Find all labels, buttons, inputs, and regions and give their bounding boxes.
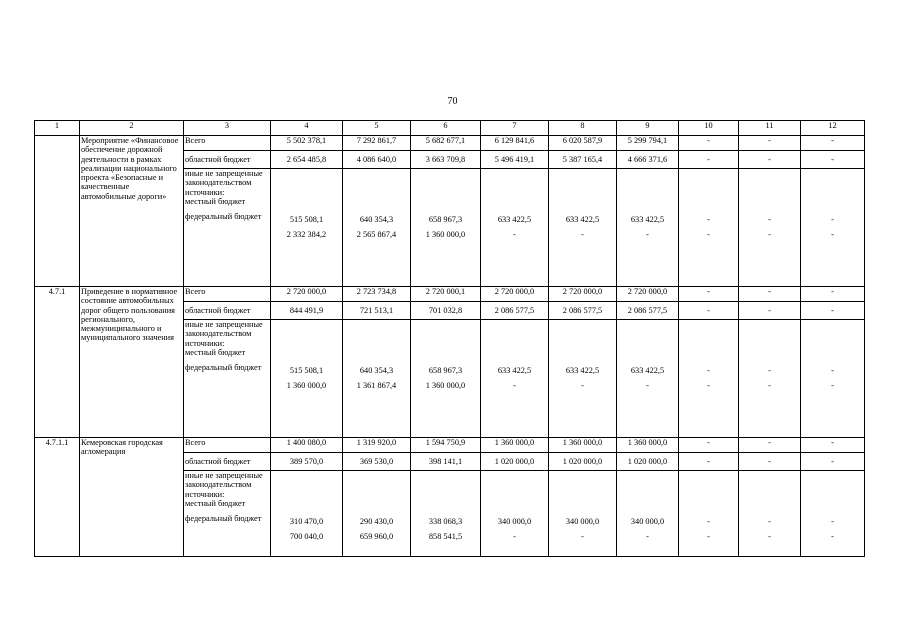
value-cell: 2 720 000,0 xyxy=(481,287,549,302)
value-cell: - xyxy=(739,438,801,453)
local-value: 633 422,5 xyxy=(565,366,600,375)
federal-value: - xyxy=(831,532,834,542)
value-cell: 2 086 577,5 xyxy=(481,302,549,320)
local-value: 340 000,0 xyxy=(497,517,532,526)
page-number: 70 xyxy=(447,96,458,107)
source-cell xyxy=(184,169,271,287)
federal-value: - xyxy=(768,532,771,542)
value-cell: - xyxy=(801,151,865,169)
row-code xyxy=(35,136,80,287)
header-cell: 7 xyxy=(481,121,549,136)
value-cell: 5 299 794,1 xyxy=(617,136,679,151)
local-value: 658 967,3 xyxy=(428,215,463,224)
value-cell: 6 129 841,6 xyxy=(481,136,549,151)
source-label: иные не запрещенные законодательством источники: xyxy=(185,169,263,197)
value-cell: - xyxy=(801,438,865,453)
value-cell: - xyxy=(739,453,801,471)
federal-value: - xyxy=(513,230,516,240)
value-cell: 1 594 750,9 xyxy=(411,438,481,453)
value-cell: - xyxy=(739,136,801,151)
value-cell: 4 666 371,6 xyxy=(617,151,679,169)
local-value: 640 354,3 xyxy=(359,215,394,224)
local-value: - xyxy=(707,366,710,375)
source-label: областной бюджет xyxy=(184,453,271,471)
federal-value: 659 960,0 xyxy=(359,532,394,542)
federal-value: - xyxy=(768,381,771,391)
source-label: Всего xyxy=(184,438,271,453)
local-value: - xyxy=(707,517,710,526)
value-cell: 1 360 000,0 xyxy=(549,438,617,453)
table-row xyxy=(35,287,865,302)
value-cell: 2 086 577,5 xyxy=(617,302,679,320)
federal-value: - xyxy=(646,532,649,542)
value-cell: 5 387 165,4 xyxy=(549,151,617,169)
value-cell xyxy=(679,320,739,438)
value-cell xyxy=(343,471,411,557)
value-cell: 398 141,1 xyxy=(411,453,481,471)
value-cell: 389 570,0 xyxy=(271,453,343,471)
local-value: - xyxy=(831,215,834,224)
local-value: - xyxy=(768,366,771,375)
value-cell: 2 720 000,0 xyxy=(549,287,617,302)
header-cell: 2 xyxy=(80,121,184,136)
federal-value: - xyxy=(513,381,516,391)
value-cell: 369 530,0 xyxy=(343,453,411,471)
value-cell: 2 086 577,5 xyxy=(549,302,617,320)
value-cell: - xyxy=(739,151,801,169)
table-row xyxy=(35,438,865,453)
row-code: 4.7.1.1 xyxy=(35,438,80,557)
local-value: 340 000,0 xyxy=(630,517,665,526)
source-label: областной бюджет xyxy=(184,151,271,169)
value-cell: 2 720 000,0 xyxy=(271,287,343,302)
header-cell: 11 xyxy=(739,121,801,136)
value-cell xyxy=(739,471,801,557)
value-cell: - xyxy=(679,302,739,320)
federal-value: - xyxy=(581,381,584,391)
value-cell: - xyxy=(679,136,739,151)
value-cell: 5 502 378,1 xyxy=(271,136,343,151)
value-cell xyxy=(481,320,549,438)
value-cell xyxy=(343,169,411,287)
local-value: 633 422,5 xyxy=(630,366,665,375)
federal-value: 700 040,0 xyxy=(289,532,324,542)
header-cell: 9 xyxy=(617,121,679,136)
source-cell xyxy=(184,471,271,557)
local-value: 633 422,5 xyxy=(630,215,665,224)
value-cell: - xyxy=(679,453,739,471)
value-cell: - xyxy=(801,136,865,151)
value-cell xyxy=(617,320,679,438)
value-cell: 1 400 080,0 xyxy=(271,438,343,453)
value-cell xyxy=(739,169,801,287)
header-cell: 5 xyxy=(343,121,411,136)
value-cell xyxy=(271,471,343,557)
value-cell xyxy=(679,169,739,287)
value-cell: - xyxy=(679,287,739,302)
header-cell: 4 xyxy=(271,121,343,136)
value-cell xyxy=(481,169,549,287)
federal-value: - xyxy=(581,230,584,240)
local-value: - xyxy=(768,215,771,224)
value-cell xyxy=(549,471,617,557)
value-cell xyxy=(549,320,617,438)
value-cell: 7 292 861,7 xyxy=(343,136,411,151)
local-value: 515 508,1 xyxy=(289,366,324,375)
value-cell: 1 319 920,0 xyxy=(343,438,411,453)
value-cell: 5 496 419,1 xyxy=(481,151,549,169)
value-cell xyxy=(411,471,481,557)
federal-value: - xyxy=(646,381,649,391)
value-cell: 2 720 000,1 xyxy=(411,287,481,302)
source-label: местный бюджет xyxy=(185,347,246,357)
header-cell: 8 xyxy=(549,121,617,136)
federal-value: - xyxy=(831,230,834,240)
local-value: 633 422,5 xyxy=(497,215,532,224)
local-value: 633 422,5 xyxy=(497,366,532,375)
row-name: Мероприятие «Финансовое обеспечение дорожной деятельности в рамках реализации национального проекта «Безопасные и качественные автомобильные дороги» xyxy=(80,136,184,287)
value-cell xyxy=(801,169,865,287)
federal-value: - xyxy=(513,532,516,542)
header-cell: 3 xyxy=(184,121,271,136)
value-cell xyxy=(801,320,865,438)
source-label: иные не запрещенные законодательством источники: xyxy=(185,320,263,348)
local-value: 633 422,5 xyxy=(565,215,600,224)
local-value: - xyxy=(831,366,834,375)
local-value: 515 508,1 xyxy=(289,215,324,224)
value-cell xyxy=(271,320,343,438)
source-label: иные не запрещенные законодательством источники: xyxy=(185,471,263,499)
local-value: 290 430,0 xyxy=(359,517,394,526)
value-cell xyxy=(801,471,865,557)
value-cell xyxy=(617,169,679,287)
value-cell: - xyxy=(801,287,865,302)
local-value: 340 000,0 xyxy=(565,517,600,526)
value-cell: 2 654 485,8 xyxy=(271,151,343,169)
source-label: Всего xyxy=(184,136,271,151)
local-value: - xyxy=(768,517,771,526)
federal-value: - xyxy=(768,230,771,240)
local-value: - xyxy=(831,517,834,526)
value-cell xyxy=(481,471,549,557)
value-cell xyxy=(617,471,679,557)
source-label: местный бюджет xyxy=(185,498,246,508)
local-value: 338 068,3 xyxy=(428,517,463,526)
header-cell: 12 xyxy=(801,121,865,136)
federal-value: 1 360 000,0 xyxy=(286,381,327,391)
value-cell xyxy=(411,169,481,287)
local-value: 310 470,0 xyxy=(289,517,324,526)
value-cell: 2 723 734,8 xyxy=(343,287,411,302)
row-name: Приведение в нормативное состояние автомобильных дорог общего пользования регионального, межмуниципального и муниципального значения xyxy=(80,287,184,438)
header-cell: 10 xyxy=(679,121,739,136)
federal-value: - xyxy=(707,381,710,391)
federal-value: - xyxy=(707,230,710,240)
value-cell: 3 663 709,8 xyxy=(411,151,481,169)
value-cell: 6 020 587,9 xyxy=(549,136,617,151)
value-cell: 1 360 000,0 xyxy=(617,438,679,453)
source-label: федеральный бюджет xyxy=(185,212,262,222)
source-label: федеральный бюджет xyxy=(185,514,262,524)
federal-value: 2 332 384,2 xyxy=(286,230,327,240)
local-value: 640 354,3 xyxy=(359,366,394,375)
value-cell xyxy=(679,471,739,557)
table-row xyxy=(35,136,865,151)
federal-value: 1 361 867,4 xyxy=(356,381,397,391)
federal-value: - xyxy=(707,532,710,542)
value-cell: 2 720 000,0 xyxy=(617,287,679,302)
row-name: Кемеровская городская агломерация xyxy=(80,438,184,557)
source-label: федеральный бюджет xyxy=(185,363,262,373)
source-label: Всего xyxy=(184,287,271,302)
header-cell: 6 xyxy=(411,121,481,136)
federal-value: 1 360 000,0 xyxy=(425,230,466,240)
value-cell: - xyxy=(739,302,801,320)
value-cell: 1 020 000,0 xyxy=(617,453,679,471)
federal-value: 1 360 000,0 xyxy=(425,381,466,391)
value-cell: 701 032,8 xyxy=(411,302,481,320)
budget-table xyxy=(34,120,865,557)
value-cell: 4 086 640,0 xyxy=(343,151,411,169)
local-value: - xyxy=(707,215,710,224)
header-row xyxy=(35,121,865,136)
federal-value: 2 565 867,4 xyxy=(356,230,397,240)
value-cell: - xyxy=(801,302,865,320)
value-cell: 844 491,9 xyxy=(271,302,343,320)
value-cell: 5 682 677,1 xyxy=(411,136,481,151)
value-cell: - xyxy=(679,151,739,169)
value-cell: 721 513,1 xyxy=(343,302,411,320)
federal-value: - xyxy=(831,381,834,391)
value-cell xyxy=(271,169,343,287)
value-cell xyxy=(411,320,481,438)
row-code: 4.7.1 xyxy=(35,287,80,438)
federal-value: - xyxy=(646,230,649,240)
value-cell xyxy=(549,169,617,287)
value-cell: - xyxy=(801,453,865,471)
value-cell xyxy=(343,320,411,438)
federal-value: 858 541,5 xyxy=(428,532,463,542)
source-label: областной бюджет xyxy=(184,302,271,320)
value-cell: - xyxy=(739,287,801,302)
value-cell: 1 360 000,0 xyxy=(481,438,549,453)
value-cell: 1 020 000,0 xyxy=(549,453,617,471)
value-cell: 1 020 000,0 xyxy=(481,453,549,471)
federal-value: - xyxy=(581,532,584,542)
value-cell: - xyxy=(679,438,739,453)
source-label: местный бюджет xyxy=(185,196,246,206)
local-value: 658 967,3 xyxy=(428,366,463,375)
header-cell: 1 xyxy=(35,121,80,136)
source-cell xyxy=(184,320,271,438)
value-cell xyxy=(739,320,801,438)
